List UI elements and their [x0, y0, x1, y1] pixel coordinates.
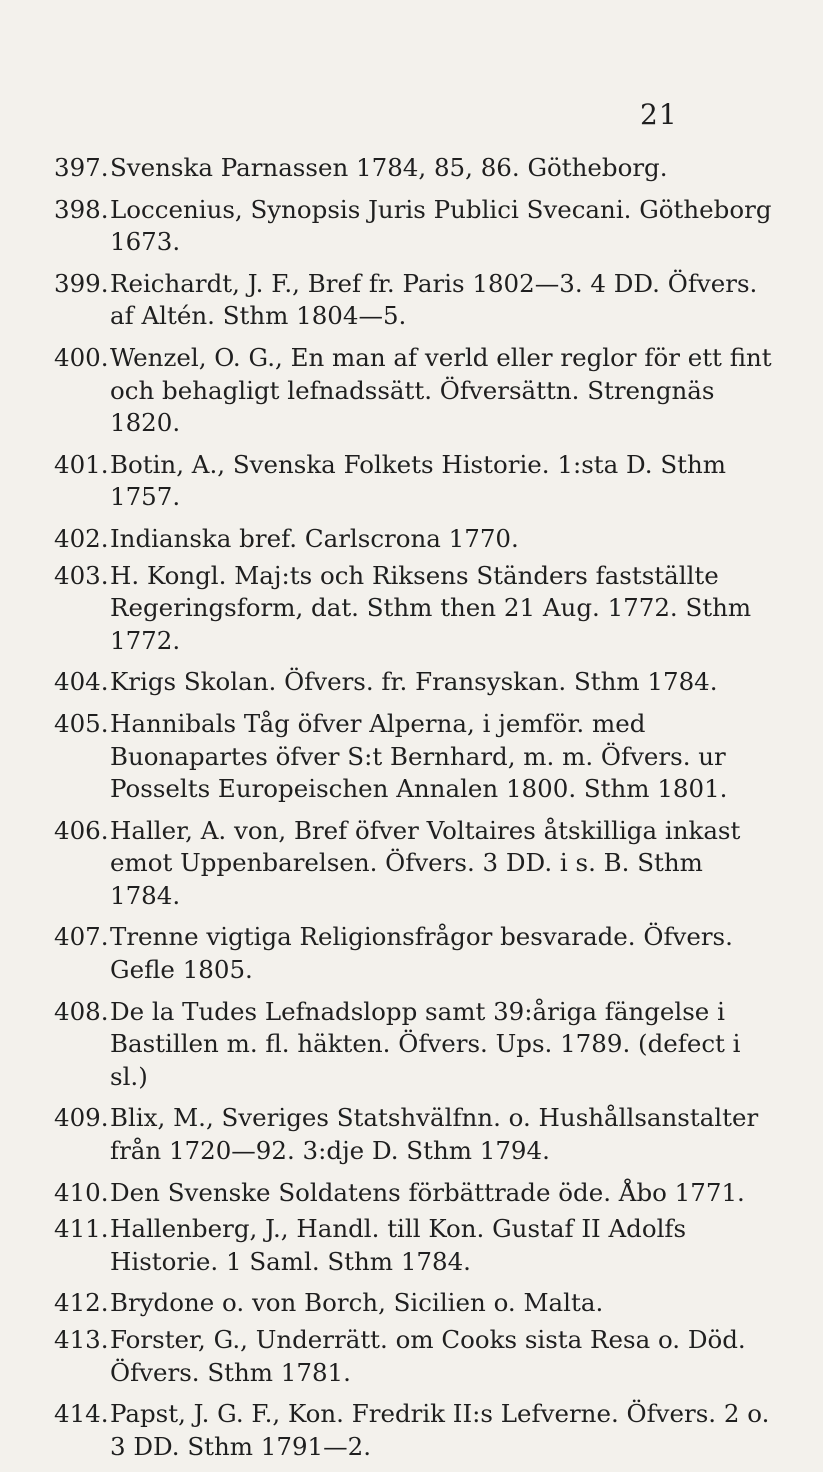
entry-text: Reichardt, J. F., Bref fr. Paris 1802—3. 4 DD. Öfvers. af Altén. Sthm 1804—5.	[110, 268, 758, 331]
entry-text: De la Tudes Lefnadslopp samt 39:åriga fängelse i Bastillen m. fl. häkten. Öfvers. Ups. 1789. (defect i sl.)	[110, 996, 741, 1091]
catalogue-entry	[54, 194, 774, 259]
entry-number: 408.	[54, 996, 109, 1026]
catalogue-entry	[54, 1102, 774, 1167]
entry-text: Indianska bref. Carlscrona 1770.	[110, 523, 519, 553]
page-number: 21	[640, 98, 678, 131]
catalogue-entry	[54, 708, 774, 806]
entry-number: 397.	[54, 153, 109, 182]
entry-text: Forster, G., Underrätt. om Cooks sista Resa o. Död. Öfvers. Sthm 1781.	[110, 1325, 746, 1387]
catalogue-entry	[54, 152, 774, 185]
entry-text: Den Svenske Soldatens förbättrade öde. Åbo 1771.	[110, 1177, 745, 1207]
catalogue-entry	[54, 921, 774, 986]
catalogue-entry	[54, 815, 774, 913]
entry-text: Krigs Skolan. Öfvers. fr. Fransyskan. Sthm 1784.	[110, 667, 718, 697]
entry-number: 401.	[54, 449, 109, 479]
entry-number: 400.	[54, 342, 109, 372]
entry-text: Loccenius, Synopsis Juris Publici Svecani. Götheborg 1673.	[110, 194, 772, 257]
entry-text: Papst, J. G. F., Kon. Fredrik II:s Lefverne. Öfvers. 2 o. 3 DD. Sthm 1791—2.	[110, 1399, 770, 1461]
catalogue-entry	[54, 666, 774, 699]
catalogue-entry	[54, 1287, 774, 1320]
entry-number: 402.	[54, 523, 109, 553]
entry-number: 409.	[54, 1103, 109, 1133]
entry-number: 412.	[54, 1288, 109, 1318]
entry-number: 398.	[54, 194, 109, 224]
entry-number: 411.	[54, 1214, 109, 1244]
entry-number: 405.	[54, 708, 109, 738]
entry-text: Hallenberg, J., Handl. till Kon. Gustaf II Adolfs Historie. 1 Saml. Sthm 1784.	[110, 1214, 687, 1276]
entry-number: 404.	[54, 667, 109, 697]
entry-number: 406.	[54, 815, 109, 845]
entry-text: Botin, A., Svenska Folkets Historie. 1:sta D. Sthm 1757.	[110, 449, 726, 512]
catalogue-list	[54, 152, 774, 1472]
catalogue-entry	[54, 1324, 774, 1389]
catalogue-entry	[54, 1177, 774, 1210]
entry-number: 414.	[54, 1399, 109, 1429]
entry-text: Haller, A. von, Bref öfver Voltaires åtskilliga inkast emot Uppenbarelsen. Öfvers. 3 DD. i s. B. Sthm 1784.	[110, 815, 741, 910]
entry-text: H. Kongl. Maj:ts och Riksens Ständers fastställte Regeringsform, dat. Sthm then 21 Aug. 1772. Sthm 1772.	[110, 560, 752, 655]
entry-text: Blix, M., Sveriges Statshvälfnn. o. Hushållsanstalter från 1720—92. 3:dje D. Sthm 1794.	[110, 1103, 759, 1166]
entry-number: 410.	[54, 1177, 109, 1207]
catalogue-entry	[54, 449, 774, 514]
entry-number: 407.	[54, 922, 109, 952]
catalogue-entry	[54, 342, 774, 440]
entry-number: 413.	[54, 1325, 109, 1354]
entry-text: Trenne vigtiga Religionsfrågor besvarade. Öfvers. Gefle 1805.	[110, 922, 733, 985]
entry-text: Svenska Parnassen 1784, 85, 86. Götheborg.	[110, 153, 668, 182]
catalogue-entry	[54, 1398, 774, 1463]
catalogue-entry	[54, 560, 774, 658]
entry-text: Wenzel, O. G., En man af verld eller reglor för ett fint och behagligt lefnadssätt. Öfversättn. Strengnäs 1820.	[110, 342, 772, 438]
entry-number: 403.	[54, 560, 109, 590]
entry-text: Hannibals Tåg öfver Alperna, i jemför. med Buonapartes öfver S:t Bernhard, m. m. Öfvers. ur Posselts Europeischen Annalen 1800. Sthm 1801.	[110, 708, 728, 804]
entry-number: 399.	[54, 268, 109, 298]
entry-text: Brydone o. von Borch, Sicilien o. Malta.	[110, 1288, 604, 1318]
catalogue-entry	[54, 268, 774, 333]
catalogue-entry	[54, 523, 774, 556]
catalogue-entry	[54, 996, 774, 1094]
catalogue-entry	[54, 1213, 774, 1278]
